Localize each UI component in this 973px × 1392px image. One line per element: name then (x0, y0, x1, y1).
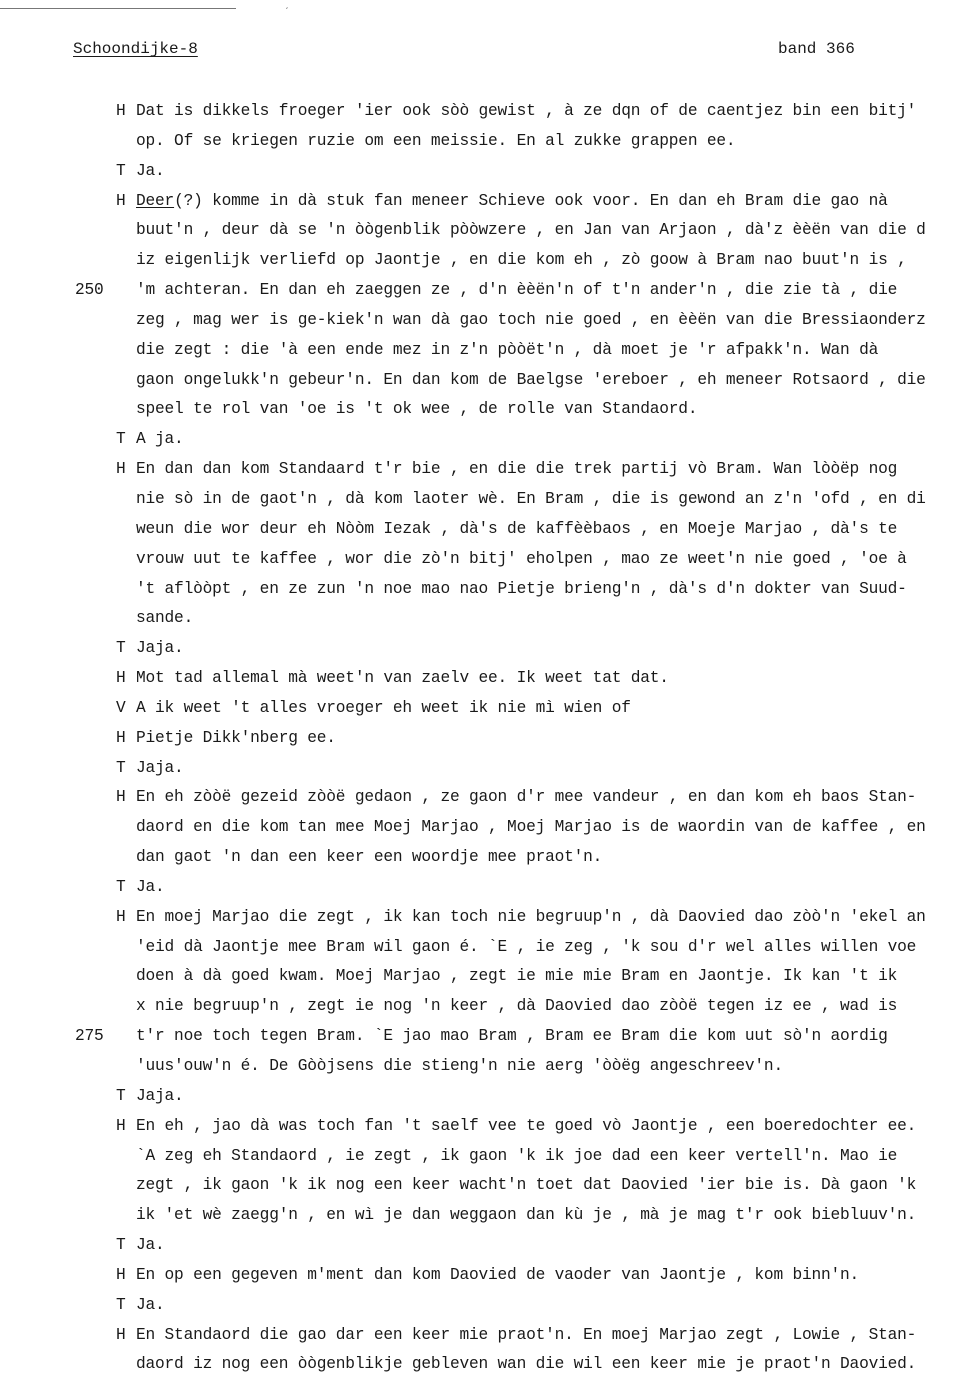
line-text (136, 933, 916, 963)
speaker-label: H (116, 788, 126, 807)
line-text (136, 1112, 916, 1142)
line-text (136, 962, 897, 992)
transcript-line (0, 813, 973, 843)
header-title: Schoondijke-8 (73, 40, 198, 58)
line-text-content: 't aflòòpt , en ze zun 'n noe mao nao Pietje brieng'n , dà's d'n dokter van Suud- (136, 579, 907, 598)
speaker-label: H (116, 102, 126, 120)
line-text-content: `A zeg eh Standaord , ie zegt , ik gaon 'k ik joe dad een keer vertell'n. Mao ie (136, 1146, 898, 1165)
line-text-content: weun die wor deur eh Nòòm Iezak , dà's de kaffèèbaos , en Moeje Marjao , dà's te (136, 519, 898, 538)
transcript-line (0, 1142, 973, 1172)
transcript-line (0, 127, 973, 157)
top-rule (0, 8, 236, 9)
line-text (136, 1142, 897, 1172)
transcript-line (0, 455, 973, 485)
line-text (136, 604, 193, 634)
transcript-line (0, 276, 973, 306)
transcript-line (0, 246, 973, 276)
header-band-number: band 366 (778, 40, 855, 58)
transcript-line (0, 1231, 973, 1261)
transcript-line (0, 694, 973, 724)
transcript-line (0, 216, 973, 246)
line-text-content: En eh , jao dà was toch fan 't saelf vee te goed vò Jaontje , een boeredochter ee. (136, 1116, 917, 1135)
speaker-label: H (116, 1265, 126, 1284)
transcript-line (0, 97, 973, 127)
line-text-content: x nie begruup'n , zegt ie nog 'n keer , dà Daovied dao zòòë tegen iz ee , wad is (136, 997, 898, 1016)
line-text-content: Mot tad allemal mà weet'n van zaelv ee. Ik weet tat dat. (136, 669, 669, 688)
line-text (136, 873, 165, 903)
line-text (136, 276, 897, 306)
line-text (136, 216, 926, 246)
line-text (136, 306, 926, 336)
line-text-content: iz eigenlijk verliefd op Jaontje , en die kom eh , zò goow à Bram nao buut'n is , (136, 251, 907, 270)
transcript-line (0, 395, 973, 425)
line-text (136, 992, 897, 1022)
line-text-content: En dan dan kom Standaard t'r bie , en die die trek partij vò Bram. Wan lòòëp nog (136, 460, 898, 479)
line-text-content: ik 'et wè zaegg'n , en wì je dan weggaon dan kù je , mà je mag t'r ook biebluuv'n. (136, 1206, 917, 1225)
line-text-content: 'uus'ouw'n é. De Gòòjsens die stieng'n nie aerg 'òòëg angeschreev'n. (136, 1057, 783, 1075)
line-text (136, 485, 926, 515)
line-text-content: En moej Marjao die zegt , ik kan toch nie begruup'n , dà Daovied dao zòò'n 'ekel an (136, 907, 926, 926)
speaker-label: H (116, 728, 126, 747)
transcript-line (0, 843, 973, 873)
transcript-line (0, 754, 973, 784)
speaker-label: T (116, 639, 126, 658)
line-text-content: op. Of se kriegen ruzie om een meissie. En al zukke grappen ee. (136, 131, 736, 150)
transcript-line (0, 873, 973, 903)
line-text-content: gaon ongelukk'n gebeur'n. En dan kom de Baelgse 'ereboer , eh meneer Rotsaord , die (136, 370, 926, 389)
line-text (136, 157, 165, 187)
line-text (136, 1291, 165, 1321)
speaker-label: H (116, 191, 126, 210)
line-text (136, 1201, 916, 1231)
line-number: 275 (75, 1027, 104, 1046)
speaker-label: H (116, 907, 126, 926)
line-text-content: die zegt : die 'à een ende mez in z'n pòòët'n , dà moet je 'r afpakk'n. Wan dà (136, 340, 879, 359)
underlined-word: Deer (136, 191, 175, 210)
transcript-line (0, 724, 973, 754)
transcript-line (0, 336, 973, 366)
transcript-line (0, 187, 973, 217)
line-text-content: dan gaot 'n dan een keer een woordje mee praot'n. (136, 848, 603, 867)
speaker-label: H (116, 460, 126, 479)
line-text (136, 843, 602, 873)
line-text (136, 664, 669, 694)
speaker-label: T (116, 1236, 126, 1255)
speaker-label: T (116, 1086, 126, 1105)
transcript-line (0, 634, 973, 664)
line-text-content: Jaja. (136, 1086, 184, 1105)
transcript-line (0, 1291, 973, 1321)
transcript-line (0, 545, 973, 575)
line-text (136, 1022, 888, 1052)
line-text-content: Ja. (136, 1236, 165, 1255)
transcript-body (0, 97, 973, 1380)
line-text (136, 634, 184, 664)
line-text (136, 127, 735, 157)
speaker-label: T (116, 758, 126, 777)
speaker-label: V (116, 698, 126, 717)
speaker-label: H (116, 1116, 126, 1135)
line-text-content: daord iz nog een òògenblikje gebleven wan die wil een keer mie je praot'n Daovied. (136, 1355, 917, 1374)
line-text (136, 1052, 783, 1082)
transcript-line (0, 485, 973, 515)
line-number: 250 (75, 281, 104, 300)
line-text (136, 903, 926, 933)
speaker-label: T (116, 430, 126, 449)
line-text-content: 'm achteran. En dan eh zaeggen ze , d'n èèën'n of t'n ander'n , die zie tà , die (136, 281, 898, 300)
line-text-content: En eh zòòë gezeid zòòë gedaon , ze gaon d'r mee vandeur , en dan kom eh baos Stan- (136, 788, 917, 807)
line-text (136, 1171, 916, 1201)
transcript-line (0, 1052, 973, 1082)
line-text-content: speel te rol van 'oe is 't ok wee , de rolle van Standaord. (136, 400, 698, 419)
line-text (136, 425, 184, 455)
transcript-line (0, 604, 973, 634)
transcript-line (0, 1321, 973, 1351)
line-text (136, 1321, 916, 1351)
line-text-content: Pietje Dikk'nberg ee. (136, 728, 336, 747)
line-text (136, 455, 897, 485)
speaker-label: H (116, 1325, 126, 1344)
line-text (136, 783, 916, 813)
line-text-content: zeg , mag wer is ge-kiek'n wan dà gao toch nie goed , en èèën van die Bressiaonderz (136, 310, 926, 329)
line-text (136, 1261, 859, 1291)
line-text (136, 187, 888, 217)
transcript-line (0, 515, 973, 545)
line-text (136, 813, 926, 843)
line-text (136, 336, 878, 366)
speaker-label: H (116, 669, 126, 688)
transcript-line (0, 425, 973, 455)
transcript-line (0, 783, 973, 813)
transcript-line (0, 306, 973, 336)
line-text (136, 366, 926, 396)
top-mark: ˏ (284, 0, 291, 11)
transcript-line (0, 1201, 973, 1231)
line-text-content: Jaja. (136, 758, 184, 777)
line-text-content: Ja. (136, 877, 165, 896)
line-text-content: sande. (136, 609, 194, 628)
line-text-content: A ik weet 't alles vroeger eh weet ik nie mì wien of (136, 698, 631, 717)
line-text-content: En Standaord die gao dar een keer mie praot'n. En moej Marjao zegt , Lowie , Stan- (136, 1325, 917, 1344)
transcript-line (0, 1022, 973, 1052)
transcript-line (0, 1261, 973, 1291)
line-text-content: (?) komme in dà stuk fan meneer Schieve ook voor. En dan eh Bram die gao nà (174, 191, 888, 210)
line-text-content: Ja. (136, 161, 165, 180)
line-text (136, 246, 907, 276)
transcript-line (0, 1112, 973, 1142)
line-text (136, 395, 697, 425)
line-text-content: nie sò in de gaot'n , dà kom laoter wè. En Bram , die is gewond an z'n 'ofd , en di (136, 489, 926, 508)
transcript-line (0, 366, 973, 396)
line-text-content: t'r noe toch tegen Bram. `E jao mao Bram , Bram ee Bram die kom uut sò'n aordig (136, 1027, 888, 1046)
line-text (136, 97, 916, 127)
line-text (136, 754, 184, 784)
line-text-content: Ja. (136, 1295, 165, 1314)
speaker-label: T (116, 1295, 126, 1314)
transcript-line (0, 903, 973, 933)
transcript-line (0, 575, 973, 605)
line-text-content: Jaja. (136, 639, 184, 658)
line-text (136, 545, 907, 575)
transcript-line (0, 962, 973, 992)
line-text-content: buut'n , deur dà se 'n òògenblik pòòwzere , en Jan van Arjaon , dà'z èèën van die d (136, 221, 926, 240)
line-text (136, 724, 336, 754)
line-text (136, 575, 907, 605)
transcript-line (0, 157, 973, 187)
line-text-content: A ja. (136, 430, 184, 449)
line-text (136, 694, 631, 724)
line-text-content: vrouw uut te kaffee , wor die zò'n bitj' eholpen , mao ze weet'n nie goed , 'oe à (136, 549, 907, 568)
line-text-content: zegt , ik gaon 'k ik nog een keer wacht'n toet dat Daovied 'ier bie is. Dà gaon 'k (136, 1176, 917, 1195)
transcript-line (0, 664, 973, 694)
transcript-line (0, 992, 973, 1022)
line-text (136, 1082, 184, 1112)
line-text-content: En op een gegeven m'ment dan kom Daovied de vaoder van Jaontje , kom binn'n. (136, 1265, 860, 1284)
speaker-label: T (116, 161, 126, 180)
line-text (136, 1231, 165, 1261)
transcript-line (0, 1350, 973, 1380)
line-text-content: Dat is dikkels froeger 'ier ook sòò gewist , à ze dqn of de caentjez bin een bitj' (136, 102, 917, 120)
line-text (136, 515, 897, 545)
transcript-line (0, 933, 973, 963)
speaker-label: T (116, 877, 126, 896)
line-text (136, 1350, 916, 1380)
transcript-line (0, 1171, 973, 1201)
transcript-line (0, 1082, 973, 1112)
line-text-content: doen à dà goed kwam. Moej Marjao , zegt ie mie mie Bram en Jaontje. Ik kan 't ik (136, 967, 898, 986)
line-text-content: 'eid dà Jaontje mee Bram wil gaon é. `E , ie zeg , 'k sou d'r wel alles willen voe (136, 937, 917, 956)
line-text-content: daord en die kom tan mee Moej Marjao , Moej Marjao is de waordin van de kaffee , en (136, 818, 926, 837)
